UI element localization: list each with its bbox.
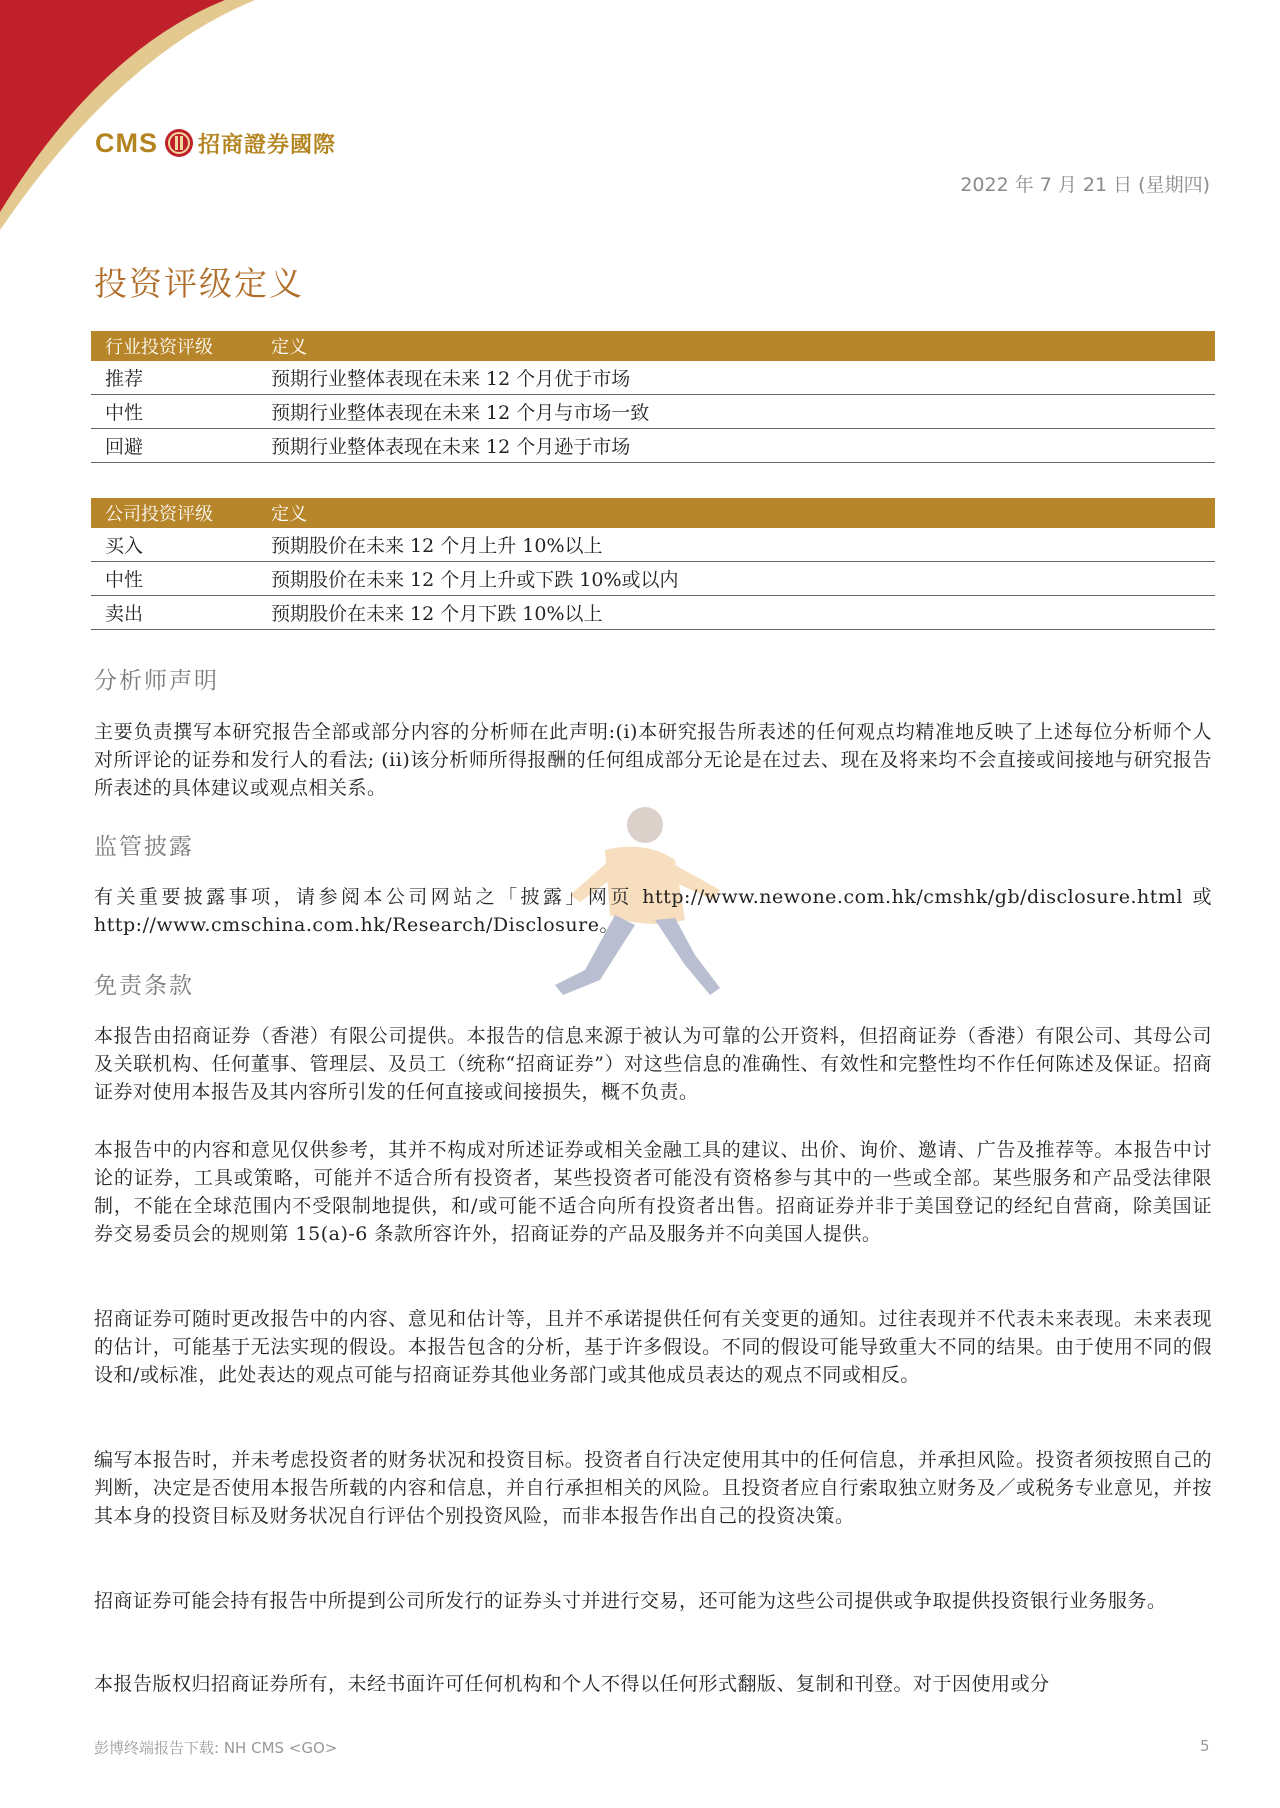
page-title: 投资评级定义 xyxy=(94,264,304,303)
rating-cell: 推荐 xyxy=(105,368,144,390)
rating-cell: 中性 xyxy=(105,402,144,424)
table-row xyxy=(91,562,1215,596)
rating-cell: 买入 xyxy=(105,535,144,557)
logo-mark-icon xyxy=(164,128,194,158)
header-cell: 定义 xyxy=(271,337,307,358)
definition-cell: 预期股价在未来 12 个月下跌 10%以上 xyxy=(271,603,603,625)
regulatory-disclosure-text: 有关重要披露事项，请参阅本公司网站之「披露」网页 http://www.newone.com.hk/cmshk/gb/disclosure.html 或 http://www.cmschina.com.hk/Research/Disclosure。 xyxy=(94,886,1212,936)
definition-cell: 预期股价在未来 12 个月上升或下跌 10%或以内 xyxy=(271,569,679,591)
report-date: 2022 年 7 月 21 日 (星期四) xyxy=(960,174,1210,196)
header-cell: 公司投资评级 xyxy=(105,504,213,525)
header-cell: 行业投资评级 xyxy=(105,337,213,358)
table-row xyxy=(91,361,1215,395)
footer-bloomberg-note: 彭博终端报告下载: NH CMS <GO> xyxy=(94,1739,338,1757)
logo-cn-text: 招商證券國際 xyxy=(198,131,337,158)
page-number: 5 xyxy=(1200,1737,1210,1755)
table-row xyxy=(91,395,1215,429)
disclaimer-paragraph: 本报告中的内容和意见仅供参考，其并不构成对所述证券或相关金融工具的建议、出价、询价、邀请、广告及推荐等。本报告中讨论的证券，工具或策略，可能并不适合所有投资者，某些投资者可能没有资格参与其中的一些或全部。某些服务和产品受法律限制，不能在全球范围内不受限制地提供，和/或可能不适合向所有投资者出售。招商证券并非于美国登记的经纪自营商，除美国证券交易委员会的规则第 15(a)-6 条款所容许外，招商证券的产品及服务并不向美国人提供。 xyxy=(94,1139,1212,1245)
disclaimer-paragraph: 本报告版权归招商证券所有，未经书面许可任何机构和个人不得以任何形式翻版、复制和刊登。对于因使用或分 xyxy=(94,1673,1050,1695)
logo-cms-text: CMS xyxy=(95,127,158,158)
disclaimer-paragraph: 招商证券可能会持有报告中所提到公司所发行的证券头寸并进行交易，还可能为这些公司提供或争取提供投资银行业务服务。 xyxy=(94,1590,1167,1612)
table-row xyxy=(91,528,1215,562)
definition-cell: 预期股价在未来 12 个月上升 10%以上 xyxy=(271,535,603,557)
table-header xyxy=(91,331,1215,361)
industry-rating-table xyxy=(91,331,1215,463)
table-row xyxy=(91,596,1215,630)
section-title-regulatory: 监管披露 xyxy=(94,834,194,860)
rating-cell: 中性 xyxy=(105,569,144,591)
corner-decoration xyxy=(0,0,300,240)
table-row xyxy=(91,429,1215,463)
section-title-analyst: 分析师声明 xyxy=(94,668,219,694)
company-logo xyxy=(95,123,336,163)
section-title-disclaimer: 免责条款 xyxy=(94,973,194,999)
analyst-statement-text: 主要负责撰写本研究报告全部或部分内容的分析师在此声明:(i)本研究报告所表述的任何观点均精准地反映了上述每位分析师个人对所评论的证券和发行人的看法; (ii)该分析师所得报酬的任何组成部分无论是在过去、现在及将来均不会直接或间接地与研究报告所表述的具体建议或观点相关系。 xyxy=(94,721,1212,799)
header-cell: 定义 xyxy=(271,504,307,525)
definition-cell: 预期行业整体表现在未来 12 个月优于市场 xyxy=(271,368,631,390)
company-rating-table xyxy=(91,498,1215,630)
disclaimer-paragraph: 本报告由招商证券（香港）有限公司提供。本报告的信息来源于被认为可靠的公开资料，但招商证券（香港）有限公司、其母公司及关联机构、任何董事、管理层、及员工（统称“招商证券”）对这些信息的准确性、有效性和完整性均不作任何陈述及保证。招商证券对使用本报告及其内容所引发的任何直接或间接损失，概不负责。 xyxy=(94,1025,1212,1103)
disclaimer-paragraph: 编写本报告时，并未考虑投资者的财务状况和投资目标。投资者自行决定使用其中的任何信息，并承担风险。投资者须按照自己的判断，决定是否使用本报告所载的内容和信息，并自行承担相关的风险。且投资者应自行索取独立财务及／或税务专业意见，并按其本身的投资目标及财务状况自行评估个别投资风险，而非本报告作出自己的投资决策。 xyxy=(94,1449,1212,1527)
rating-cell: 回避 xyxy=(105,436,144,458)
disclaimer-paragraph: 招商证券可随时更改报告中的内容、意见和估计等，且并不承诺提供任何有关变更的通知。过往表现并不代表未来表现。未来表现的估计，可能基于无法实现的假设。本报告包含的分析，基于许多假设。不同的假设可能导致重大不同的结果。由于使用不同的假设和/或标准，此处表达的观点可能与招商证券其他业务部门或其他成员表达的观点不同或相反。 xyxy=(94,1308,1212,1386)
definition-cell: 预期行业整体表现在未来 12 个月逊于市场 xyxy=(271,436,631,458)
definition-cell: 预期行业整体表现在未来 12 个月与市场一致 xyxy=(271,402,650,424)
table-header xyxy=(91,498,1215,528)
rating-cell: 卖出 xyxy=(105,603,144,625)
